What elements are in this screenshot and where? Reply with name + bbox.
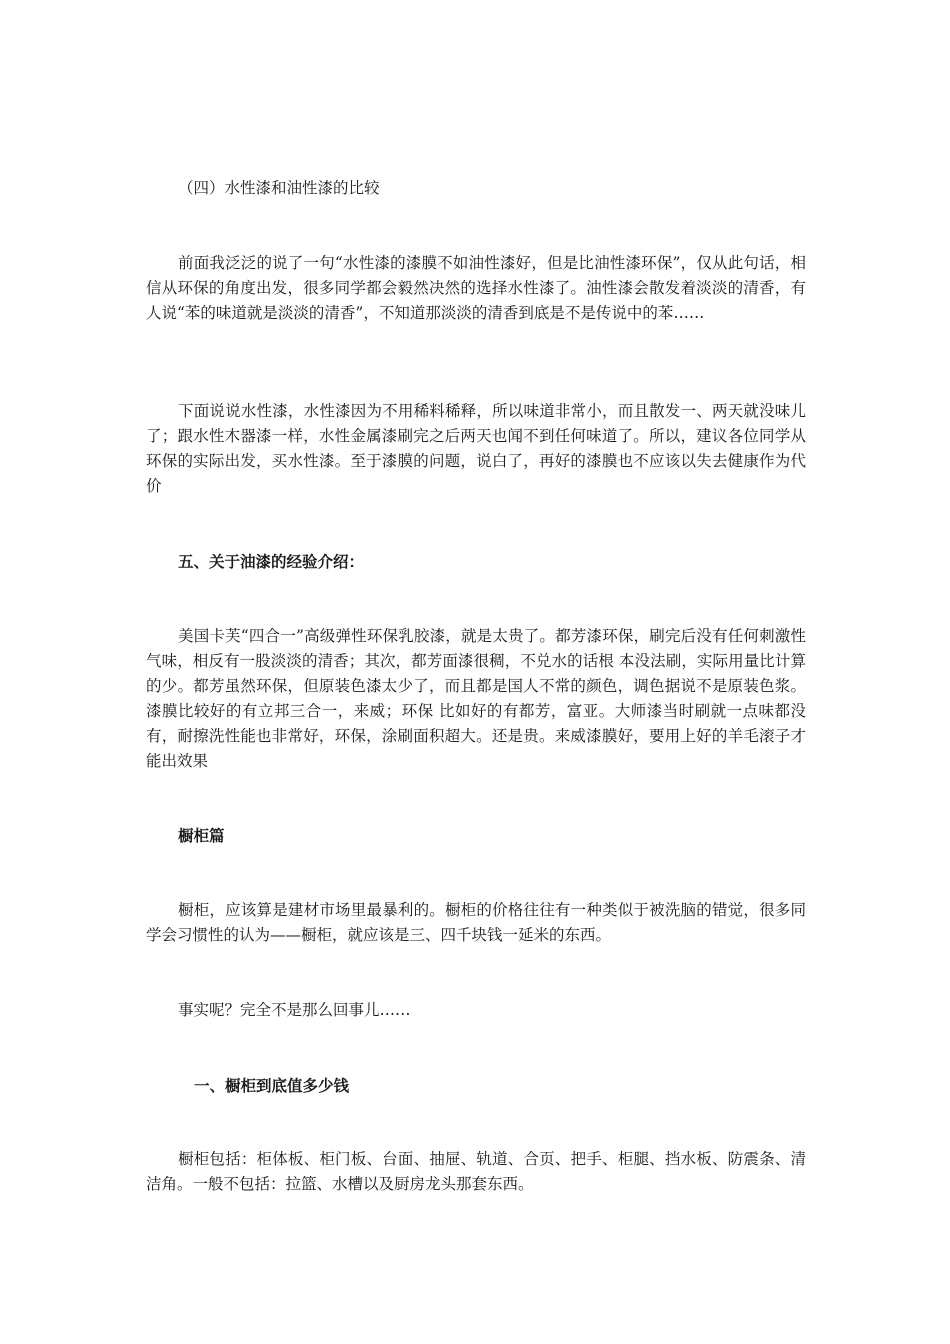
subsection-title-cabinet-value: 一、橱柜到底值多少钱 <box>194 1076 350 1095</box>
paragraph-cabinet-intro: 橱柜，应该算是建材市场里最暴利的。橱柜的价格往往有一种类似于被洗脑的错觉，很多同学会习惯性的认为——橱柜，就应该是三、四千块钱一延米的东西。 <box>146 901 806 944</box>
section-title-paint-experience: 五、关于油漆的经验介绍： <box>178 552 365 571</box>
section-title-water-vs-oil-paint: （四）水性漆和油性漆的比较 <box>178 179 380 197</box>
paragraph-cabinet-components: 橱柜包括：柜体板、柜门板、台面、抽屉、轨道、合页、把手、柜腿、挡水板、防震条、清洁角。一般不包括：拉篮、水槽以及厨房龙头那套东西。 <box>146 1150 806 1193</box>
paragraph-cabinet-truth: 事实呢？完全不是那么回事儿…… <box>178 1001 411 1019</box>
paragraph-water-paint: 下面说说水性漆，水性漆因为不用稀料稀释，所以味道非常小，而且散发一、两天就没味儿了；跟水性木器漆一样，水性金属漆刷完之后两天也闻不到任何味道了。所以，建议各位同学从环保的实际出发，买水性漆。至于漆膜的问题，说白了，再好的漆膜也不应该以失去健康作为代价 <box>146 402 806 495</box>
paragraph-paint-intro: 前面我泛泛的说了一句“水性漆的漆膜不如油性漆好，但是比油性漆环保”，仅从此句话，相信从环保的角度出发，很多同学都会毅然决然的选择水性漆了。油性漆会散发着淡淡的清香，有人说“苯的味道就是淡淡的清香”，不知道那淡淡的清香到底是不是传说中的苯…… <box>146 254 806 322</box>
section-title-cabinets: 橱柜篇 <box>178 826 225 845</box>
paragraph-paint-brands: 美国卡芙“四合一”高级弹性环保乳胶漆，就是太贵了。都芳漆环保，刷完后没有任何刺激性气味，相反有一股淡淡的清香；其次，都芳面漆很稠，不兑水的话根 本没法刷，实际用量比计算的少。都芳虽然环保，但原装色漆太少了，而且都是国人不常的颜色，调色据说不是原装色浆。漆膜比较好的有立邦三合一，来威；环保 比如好的有都芳，富亚。大师漆当时刷就一点味都没有，耐擦洗性能也非常好，环保，涂刷面积超大。还是贵。来威漆膜好，要用上好的羊毛滚子才能出效果 <box>146 627 806 770</box>
